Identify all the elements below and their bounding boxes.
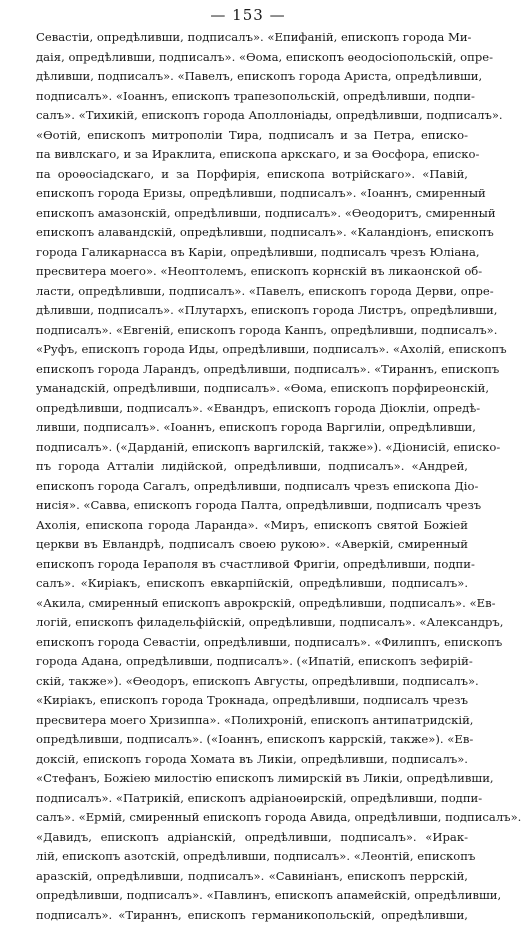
text-line: па ороѳосіадскаго, и за Порфирія, епископа вотрійскаго». «Павій, [36, 165, 468, 185]
text-line: аразскій, опредѣливши, подписалъ». «Савиніанъ, епископъ перрскій, [36, 867, 468, 887]
text-line: пъ города Атталіи лидійской, опредѣливши, подписалъ». «Андрей, [36, 457, 468, 477]
text-line: епископъ города Іераполя въ счастливой Фригіи, опредѣливши, подпи- [36, 555, 468, 575]
text-line: салъ». «Тихикій, епископъ города Аполлоніады, опредѣливши, подписалъ». [36, 106, 468, 126]
text-line: нисія». «Савва, епископъ города Палта, опредѣливши, подписалъ чрезъ [36, 496, 468, 516]
text-line: подписалъ». «Іоаннъ, епископъ трапезопольскій, опредѣливши, подпи- [36, 87, 468, 107]
text-line: подписалъ». («Дарданій, епископъ варгилскій, также»). «Діонисій, еписко- [36, 438, 468, 458]
text-line: епископъ города Севастіи, опредѣливши, подписалъ». «Филиппъ, епископъ [36, 633, 468, 653]
text-line: опредѣливши, подписалъ». («Іоаннъ, епископъ каррскій, также»). «Ев- [36, 730, 468, 750]
text-line: Севастіи, опредѣливши, подписалъ». «Епифаній, епископъ города Ми- [36, 28, 468, 48]
text-line: «Акила, смиренный епископъ аврокрскій, опредѣливши, подписалъ». «Ев- [36, 594, 468, 614]
text-line: доксій, епископъ города Хомата въ Ликіи, опредѣливши, подписалъ». [36, 750, 468, 770]
text-line: церкви въ Евландрѣ, подписалъ своею рукою». «Аверкій, смиренный [36, 535, 468, 555]
text-line: «Киріакъ, епископъ города Трокнада, опредѣливши, подписалъ чрезъ [36, 691, 468, 711]
text-line: «Ѳотій, епископъ митрополіи Тира, подписалъ и за Петра, еписко- [36, 126, 468, 146]
text-line: па вивлскаго, и за Ираклита, епископа аркскаго, и за Ѳосфора, еписко- [36, 145, 468, 165]
text-line: епископъ города Ларандъ, опредѣливши, подписалъ». «Тираннъ, епископъ [36, 360, 468, 380]
text-line: подписалъ». «Евгеній, епископъ города Канпъ, опредѣливши, подписалъ». [36, 321, 468, 341]
text-line: лій, епископъ азотскій, опредѣливши, подписалъ». «Леонтій, епископъ [36, 847, 468, 867]
page-number: — 153 — [0, 6, 496, 24]
text-line: салъ». «Киріакъ, епископъ евкарпійскій, опредѣливши, подписалъ». [36, 574, 468, 594]
text-line: пресвитера моего». «Неоптолемъ, епископъ корнскій въ ликаонской об- [36, 262, 468, 282]
text-line: салъ». «Ермій, смиренный епископъ города Авида, опредѣливши, подписалъ». [36, 808, 468, 828]
text-line: подписалъ». «Патрикій, епископъ адріаноѳирскій, опредѣливши, подпи- [36, 789, 468, 809]
text-line: города Адана, опредѣливши, подписалъ». («Ипатій, епископъ зефирій- [36, 652, 468, 672]
text-line: опредѣливши, подписалъ». «Павлинъ, епископъ апамейскій, опредѣливши, [36, 886, 468, 906]
text-line: ласти, опредѣливши, подписалъ». «Павелъ, епископъ города Дерви, опре- [36, 282, 468, 302]
text-line: скій, также»). «Ѳеодоръ, епископъ Августы, опредѣливши, подписалъ». [36, 672, 468, 692]
text-line: логій, епископъ филадельфійскій, опредѣливши, подписалъ». «Александръ, [36, 613, 468, 633]
text-line: подписалъ». «Тираннъ, епископъ германикопольскій, опредѣливши, [36, 906, 468, 925]
text-line: города Галикарнасса въ Каріи, опредѣливши, подписалъ чрезъ Юліана, [36, 243, 468, 263]
text-line: дѣливши, подписалъ». «Плутархъ, епископъ города Листръ, опредѣливши, [36, 301, 468, 321]
text-line: ливши, подписалъ». «Іоаннъ, епископъ города Варгиліи, опредѣливши, [36, 418, 468, 438]
body-text [36, 28, 468, 925]
text-line: епископъ города Сагалъ, опредѣливши, подписалъ чрезъ епископа Діо- [36, 477, 468, 497]
text-line: епископъ города Еризы, опредѣливши, подписалъ». «Іоаннъ, смиренный [36, 184, 468, 204]
text-line: «Руфъ, епископъ города Иды, опредѣливши, подписалъ». «Ахолій, епископъ [36, 340, 468, 360]
text-line: уманадскій, опредѣливши, подписалъ». «Ѳома, епископъ порфиреонскій, [36, 379, 468, 399]
text-line: дѣливши, подписалъ». «Павелъ, епископъ города Ариста, опредѣливши, [36, 67, 468, 87]
text-line: даія, опредѣливши, подписалъ». «Ѳома, епископъ ѳеодосіопольскій, опре- [36, 48, 468, 68]
text-line: Ахолія, епископа города Ларанда». «Миръ, епископъ святой Божіей [36, 516, 468, 536]
text-line: епископъ амазонскій, опредѣливши, подписалъ». «Ѳеодоритъ, смиренный [36, 204, 468, 224]
text-line: епископъ алавандскій, опредѣливши, подписалъ». «Каландіонъ, епископъ [36, 223, 468, 243]
text-line: «Стефанъ, Божіею милостію епископъ лимирскій въ Ликіи, опредѣливши, [36, 769, 468, 789]
text-line: пресвитера моего Хризиппа». «Полихроній, епископъ антипатридскій, [36, 711, 468, 731]
text-line: «Давидъ, епископъ адріанскій, опредѣливши, подписалъ». «Ирак- [36, 828, 468, 848]
text-line: опредѣливши, подписалъ». «Евандръ, епископъ города Діокліи, опредѣ- [36, 399, 468, 419]
